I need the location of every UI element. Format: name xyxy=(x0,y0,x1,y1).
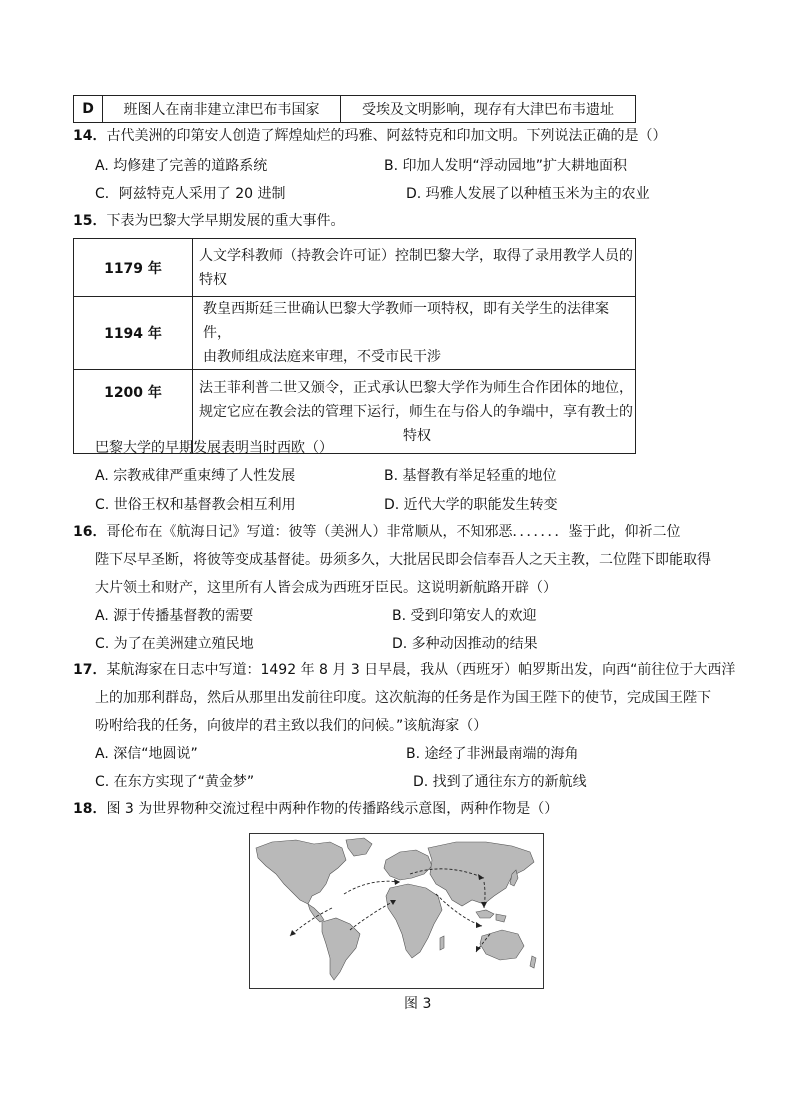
q15-option-b[interactable]: B. 基督教有举足轻重的地位 xyxy=(384,468,557,484)
q16-line-2: 陛下尽早圣断，将彼等变成基督徒。毋须多久，大批居民即会信奉吾人之天主教，二位陛下即能取得 xyxy=(95,552,711,568)
q16-number: 16． xyxy=(73,524,107,540)
q18-stem xyxy=(73,799,558,819)
figure-caption: 图 3 xyxy=(404,996,432,1012)
q15-text: 下表为巴黎大学早期发展的重大事件。 xyxy=(106,213,345,229)
table-letter: D xyxy=(74,96,103,123)
q16-line-1 xyxy=(73,522,680,542)
q17-option-b[interactable]: B. 途经了非洲最南端的海角 xyxy=(406,746,579,762)
q14-option-a[interactable]: A. 均修建了完善的道路系统 xyxy=(95,158,268,174)
q16-option-d[interactable]: D. 多种动因推动的结果 xyxy=(392,636,538,652)
q15-table xyxy=(73,238,636,454)
q15-follow: 巴黎大学的早期发展表明当时西欧（） xyxy=(95,440,333,456)
q16-line-3: 大片领土和财产，这里所有人皆会成为西班牙臣民。这说明新航路开辟（） xyxy=(95,580,557,596)
q14-number: 14． xyxy=(73,128,107,144)
q17-option-a[interactable]: A. 深信“地圆说” xyxy=(95,746,198,762)
q14-text: 古代美洲的印第安人创造了辉煌灿烂的玛雅、阿兹特克和印加文明。下列说法正确的是（） xyxy=(106,128,667,144)
year-cell: 1194 年 xyxy=(74,297,193,370)
world-map-svg xyxy=(250,834,543,988)
event-line: 人文学科教师（持教会许可证）控制巴黎大学，取得了录用教学人员的 xyxy=(199,247,633,264)
year-cell: 1200 年 xyxy=(74,370,193,454)
q15-number: 15． xyxy=(73,213,107,229)
top-table xyxy=(73,95,636,123)
q15-stem xyxy=(73,211,344,231)
event-cell xyxy=(193,239,636,297)
table-row xyxy=(74,297,636,370)
q17-text: 某航海家在日志中写道：1492 年 8 月 3 日早晨，我从（西班牙）帕罗斯出发，向西“前往位于大西洋 xyxy=(106,662,736,678)
event-cell xyxy=(193,297,636,370)
q15-option-d[interactable]: D. 近代大学的职能发生转变 xyxy=(384,497,558,513)
q15-option-a[interactable]: A. 宗教戒律严重束缚了人性发展 xyxy=(95,468,296,484)
q17-line-2: 上的加那利群岛，然后从那里出发前往印度。这次航海的任务是作为国王陛下的使节，完成国王陛下 xyxy=(95,690,711,706)
q14-option-c[interactable]: C．阿兹特克人采用了 20 进制 xyxy=(95,186,286,202)
q18-text: 图 3 为世界物种交流过程中两种作物的传播路线示意图，两种作物是（） xyxy=(106,801,559,817)
table-cell-1: 班图人在南非建立津巴布韦国家 xyxy=(103,96,341,123)
event-line: 特权 xyxy=(403,427,431,444)
year-cell: 1179 年 xyxy=(74,239,193,297)
q15-option-c[interactable]: C. 世俗王权和基督教会相互利用 xyxy=(95,497,296,513)
event-line: 教皇西斯廷三世确认巴黎大学教师一项特权，即有关学生的法律案件， xyxy=(203,301,609,341)
event-line: 由教师组成法庭来审理，不受市民干涉 xyxy=(203,349,441,365)
q17-option-c[interactable]: C. 在东方实现了“黄金梦” xyxy=(95,774,255,790)
event-line: 规定它应在教会法的管理下运行，师生在与俗人的争端中，享有教士的 xyxy=(199,403,633,420)
q14-option-b[interactable]: B. 印加人发明“浮动园地”扩大耕地面积 xyxy=(384,158,628,174)
table-row xyxy=(74,239,636,297)
q17-number: 17． xyxy=(73,662,107,678)
q14-stem xyxy=(73,126,666,146)
world-map-figure xyxy=(249,833,544,989)
madagascar-shape xyxy=(440,936,444,950)
q16-text: 哥伦布在《航海日记》写道：彼等（美洲人）非常顺从，不知邪恶．．．．．．．鉴于此，仰祈二位 xyxy=(106,524,681,540)
q17-line-3: 吩咐给我的任务，向彼岸的君主致以我们的问候。”该航海家（） xyxy=(95,718,488,734)
q16-option-a[interactable]: A. 源于传播基督教的需要 xyxy=(95,608,254,624)
q16-option-c[interactable]: C. 为了在美洲建立殖民地 xyxy=(95,636,254,652)
event-line: 特权 xyxy=(199,271,227,288)
q17-line-1 xyxy=(73,660,735,680)
q17-option-d[interactable]: D. 找到了通往东方的新航线 xyxy=(413,774,587,790)
event-line: 法王菲利普二世又颁令，正式承认巴黎大学作为师生合作团体的地位， xyxy=(199,379,633,396)
q14-option-d[interactable]: D. 玛雅人发展了以种植玉米为主的农业 xyxy=(406,186,650,202)
table-cell-2: 受埃及文明影响，现存有大津巴布韦遗址 xyxy=(341,96,636,123)
q18-number: 18． xyxy=(73,801,107,817)
q16-option-b[interactable]: B. 受到印第安人的欢迎 xyxy=(392,608,537,624)
